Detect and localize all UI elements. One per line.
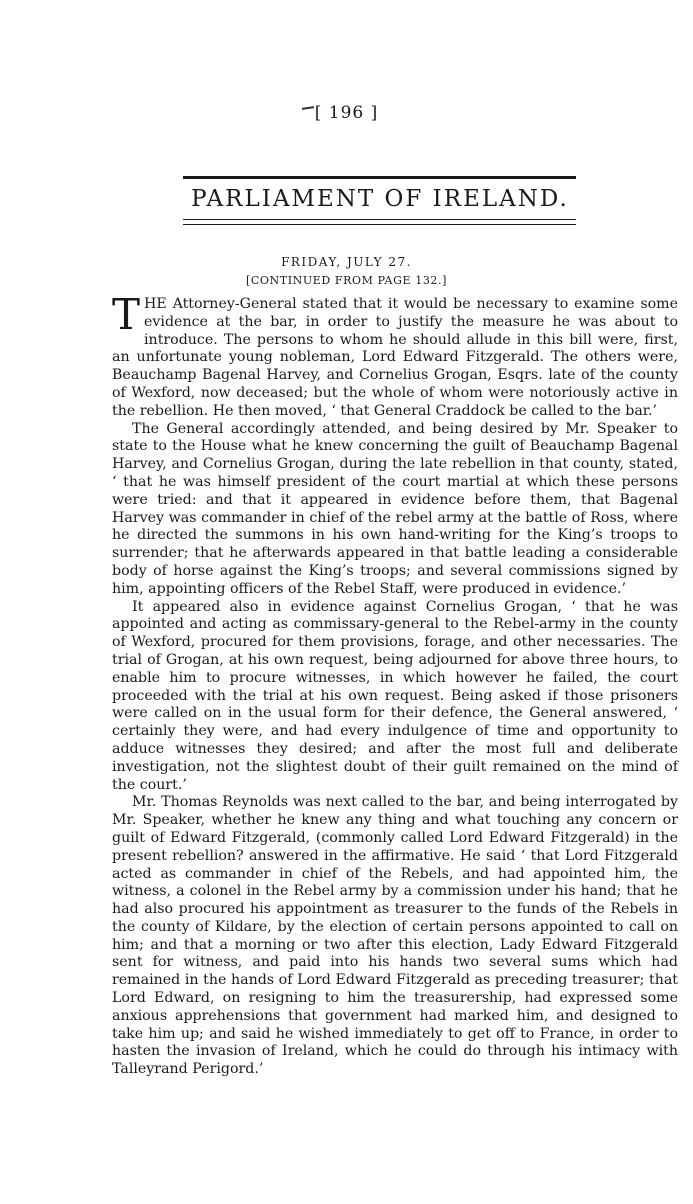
page-number-text: [ 196 ] — [314, 103, 379, 123]
paragraph: Mr. Thomas Reynolds was next called to the bar, and being interrogated by Mr. Speaker, whether he knew any thing and what touching any concern or guilt of Edward Fitzgerald, (commonly called Lord Edward Fitzgerald) in the present rebellion? answered in the affirmative. He said ‘ that Lord Fitzgerald acted as commander in chief of the Rebels, and had appointed him, the witness, a colonel in the Rebel army by a commission under his hand; that he had also procured his appointment as treasurer to the funds of the Rebels in the county of Kildare, by the election of certain persons appointed to call on him; and that a morning or two after this election, Lady Edward Fitzgerald sent for witness, and paid into his hands two several sums which had remained in the hands of Lord Edward Fitzgerald as preceding treasurer; that Lord Edward, on resigning to him the treasurership, had expressed some anxious apprehensions that government had marked him, and designed to take him up; and said he wished immediately to get off to France, in order to hasten the invasion of Ireland, which he could do through his intimacy with Talleyrand Perigord.’ — [112, 794, 678, 1078]
paragraph: The General accordingly attended, and being desired by Mr. Speaker to state to the House what he knew concerning the guilt of Beauchamp Bagenal Harvey, and Cornelius Grogan, during the late rebellion in that county, stated, ‘ that he was himself president of the court martial at which these persons were tried: and that it appeared in evidence before them, that Bagenal Harvey was commander in chief of the rebel army at the battle of Ross, where he directed the summons in his own hand-writing for the King’s troops to surrender; that he afterwards appeared in that battle leading a considerable body of horse against the King’s troops; and several commissions signed by him, appointing officers of the Rebel Staff, were produced in evidence.’ — [112, 420, 678, 597]
paragraph — [112, 290, 678, 421]
page-number — [0, 103, 693, 123]
section-title: PARLIAMENT OF IRELAND. — [191, 186, 569, 212]
ink-speck — [302, 106, 314, 110]
continued-note: [CONTINUED FROM PAGE 132.] — [246, 274, 447, 287]
dateline: FRIDAY, JULY 27. — [281, 255, 412, 269]
title-double-rule — [183, 219, 576, 225]
paragraph: It appeared also in evidence against Cornelius Grogan, ‘ that he was appointed and acting as commissary-general to the Rebel-army in the county of Wexford, procured for them provisions, forage, and other necessaries. The trial of Grogan, at his own request, being adjourned for above three hours, to enable him to procure witnesses, in which however he failed, the court proceeded with the trial at his own request. Being asked if those prisoners were called on in the usual form for their defence, the General answered, ‘ certainly they were, and had every indulgence of time and opportunity to adduce witnesses they desired; and after the most full and deliberate investigation, not the slightest doubt of their guilt remained on the mind of the court.’ — [112, 598, 678, 793]
drop-cap: T — [112, 290, 141, 339]
article-body — [112, 290, 678, 1079]
paragraph-text: HE Attorney-General stated that it would be necessary to examine some evidence at the bar, in order to justify the measure he was about to introduce. The persons to whom he should allude in this bill were, first, an unfortunate young nobleman, Lord Edward Fitzgerald. The others were, Beauchamp Bagenal Harvey, and Cornelius Grogan, Esqrs. late of the county of Wexford, now deceased; but the whole of whom were notoriously active in the rebellion. He then moved, ‘ that General Craddock be called to the bar.’ — [112, 296, 678, 419]
top-rule — [183, 176, 576, 179]
